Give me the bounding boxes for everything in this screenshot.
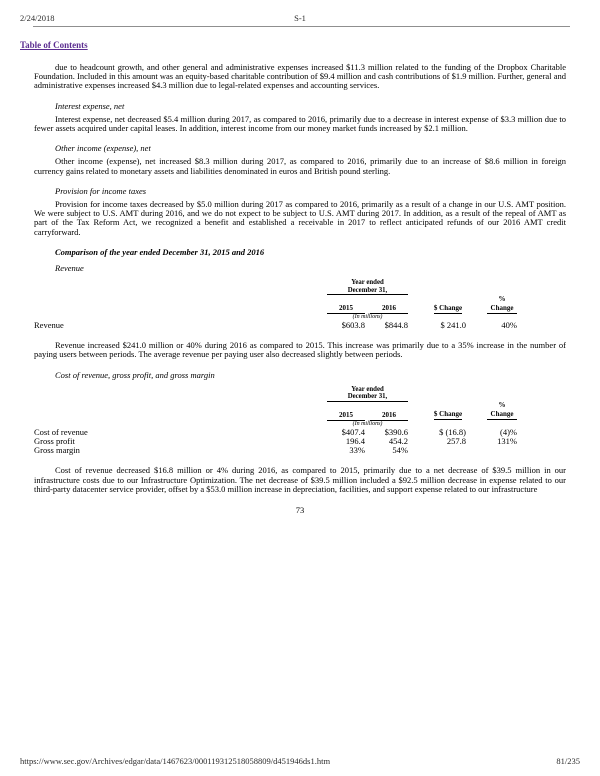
document-title: S-1 — [294, 13, 306, 23]
paragraph-revenue-analysis: Revenue increased $241.0 million or 40% during 2016 as compared to 2015. This increase was primarily due to a 35% increase in the number of paying users between periods. The average revenue per paying user also decreased slightly between periods. — [34, 340, 566, 360]
gross-profit-pct-change: 131% — [497, 435, 517, 446]
paragraph-provision-income-taxes: Provision for income taxes decreased by $5.0 million during 2017 as compared to 2016, primarily as a result of a change in our U.S. AMT position. We were subject to U.S. AMT during 2016, and we do not expect to be subject to U.S. AMT during 2017. In addition, as a result of the repeal of AMT as part of the Tax Reform Act, we recognized a benefit and established a receivable in 2017 to reflect anticipated refunds of our 2016 AMT credit carryforward. — [34, 199, 566, 237]
row-label-gross-margin: Gross margin — [34, 445, 80, 456]
row-label-gross-profit: Gross profit — [34, 435, 75, 446]
header-rule — [33, 26, 570, 27]
paragraph-other-income: Other income (expense), net increased $8.3 million during 2017, as compared to 2016, primarily due to an increase of $8.6 million in foreign currency gains related to monetary assets and liabilities denominated in euros and British pound sterling. — [34, 156, 566, 176]
revenue-2015-value: $603.8 — [341, 320, 365, 331]
cost-2015-value: $407.4 — [341, 426, 365, 437]
revenue-2016-value: $844.8 — [384, 320, 408, 331]
table-row — [34, 446, 517, 455]
heading-revenue: Revenue — [55, 263, 84, 274]
gross-profit-dollar-change: 257.8 — [446, 435, 466, 446]
table-row — [34, 401, 517, 420]
print-footer — [20, 756, 580, 766]
cost-dollar-change: $ (16.8) — [439, 426, 466, 437]
revenue-pct-change: 40% — [501, 320, 517, 331]
row-label-revenue: Revenue — [34, 320, 64, 331]
column-header-2016: 2016 — [370, 401, 408, 420]
column-header-dollar-change: $ Change — [433, 410, 463, 419]
table-row — [34, 279, 517, 294]
year-ended-header: Year ended December 31, — [327, 279, 408, 294]
paragraph-cost-analysis: Cost of revenue decreased $16.8 million or 4% during 2016, as compared to 2015, primarily due to a net decrease of $39.5 million in our infrastructure costs due to our Infrastructure Optimization. The net decrease of $39.5 million included a $92.5 million decrease in expense related to our third-party datacenter service provider, offset by a $53.0 million increase in depreciation, facilities, and support expense related to our infrastructure — [34, 465, 566, 494]
paragraph-general-administrative: due to headcount growth, and other general and administrative expenses increased $11.3 million related to the funding of the Dropbox Charitable Foundation. Included in this amount was an equity-based charitable contribution of $9.4 million and cash contributions of $1.9 million. Further, general and administrative expenses increased $4.3 million due to legal-related expenses and accounting services. — [34, 62, 566, 91]
units-note: (In millions) — [352, 420, 383, 427]
heading-other-income: Other income (expense), net — [55, 143, 151, 154]
table-row — [34, 386, 517, 401]
table-row — [34, 321, 517, 330]
heading-comparison-2015-2016: Comparison of the year ended December 31, 2015 and 2016 — [55, 246, 265, 257]
column-header-pct-change: % Change — [487, 295, 517, 314]
gross-margin-2016-value: 54% — [392, 445, 408, 456]
heading-interest-expense: Interest expense, net — [55, 100, 125, 111]
toc-link-wrap — [20, 40, 600, 50]
revenue-dollar-change: $ 241.0 — [440, 320, 466, 331]
footer-page-indicator: 81/235 — [556, 756, 580, 766]
gross-profit-2015-value: 196.4 — [345, 435, 365, 446]
cost-pct-change: (4)% — [500, 426, 517, 437]
paragraph-interest-expense: Interest expense, net decreased $5.4 million during 2017, as compared to 2016, primarily due to a decrease in interest expense of $3.3 million due to fewer assets acquired under capital leases. In addition, interest income from our money market funds increased by $2.1 million. — [34, 113, 566, 134]
gross-margin-2015-value: 33% — [349, 445, 365, 456]
print-header — [0, 0, 600, 23]
gross-margin-pct-change — [487, 446, 517, 455]
table-row — [34, 437, 517, 446]
table-row — [34, 295, 517, 314]
gross-margin-dollar-change — [430, 446, 466, 455]
revenue-table — [34, 279, 517, 330]
header-spacer — [306, 13, 580, 23]
units-note: (In millions) — [352, 314, 383, 321]
column-header-2016: 2016 — [370, 295, 408, 314]
document-body — [0, 63, 600, 515]
heading-provision-income-taxes: Provision for income taxes — [55, 185, 147, 196]
column-header-2015: 2015 — [327, 295, 365, 314]
heading-cost-of-revenue: Cost of revenue, gross profit, and gross margin — [55, 369, 215, 380]
column-header-dollar-change: $ Change — [433, 303, 463, 312]
cost-2016-value: $390.6 — [384, 426, 408, 437]
cost-of-revenue-table — [34, 386, 517, 455]
column-header-2015: 2015 — [327, 401, 365, 420]
table-row — [34, 428, 517, 437]
print-date: 2/24/2018 — [20, 13, 55, 23]
footer-url: https://www.sec.gov/Archives/edgar/data/1467623/000119312518058809/d451946ds1.htm — [20, 756, 331, 766]
page-number: 73 — [295, 504, 305, 515]
gross-profit-2016-value: 454.2 — [388, 435, 408, 446]
table-of-contents-link[interactable]: Table of Contents — [20, 40, 88, 50]
row-label-cost-of-revenue: Cost of revenue — [34, 426, 88, 437]
column-header-pct-change: % Change — [487, 401, 517, 420]
year-ended-header: Year ended December 31, — [327, 386, 408, 401]
